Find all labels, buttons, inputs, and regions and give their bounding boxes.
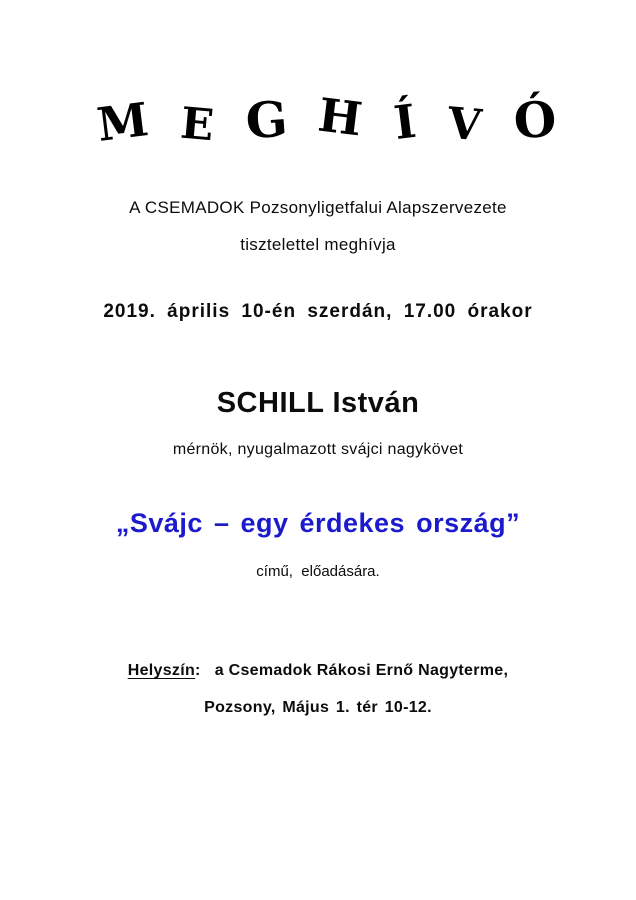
speaker-title: mérnök, nyugalmazott svájci nagykövet [172, 441, 464, 458]
speaker-name: SCHILL István [216, 387, 420, 419]
event-datetime: 2019. április 10-én szerdán, 17.00 órakor [103, 301, 533, 322]
document-title: M E G H Í V Ó [94, 87, 576, 153]
lecture-suffix: című, előadására. [256, 563, 380, 580]
location-address: Pozsony, Május 1. tér 10-12. [204, 699, 432, 716]
invites-line: tisztelettel meghívja [240, 235, 396, 254]
location-line [0, 662, 636, 680]
location-value: a Csemadok Rákosi Ernő Nagyterme, [214, 662, 509, 679]
lecture-title: „Svájc – egy érdekes ország” [115, 508, 521, 538]
organization-line: A CSEMADOK Pozsonyligetfalui Alapszervezete [129, 198, 507, 217]
location-label: Helyszín [127, 662, 196, 679]
location-colon: : [195, 662, 201, 679]
